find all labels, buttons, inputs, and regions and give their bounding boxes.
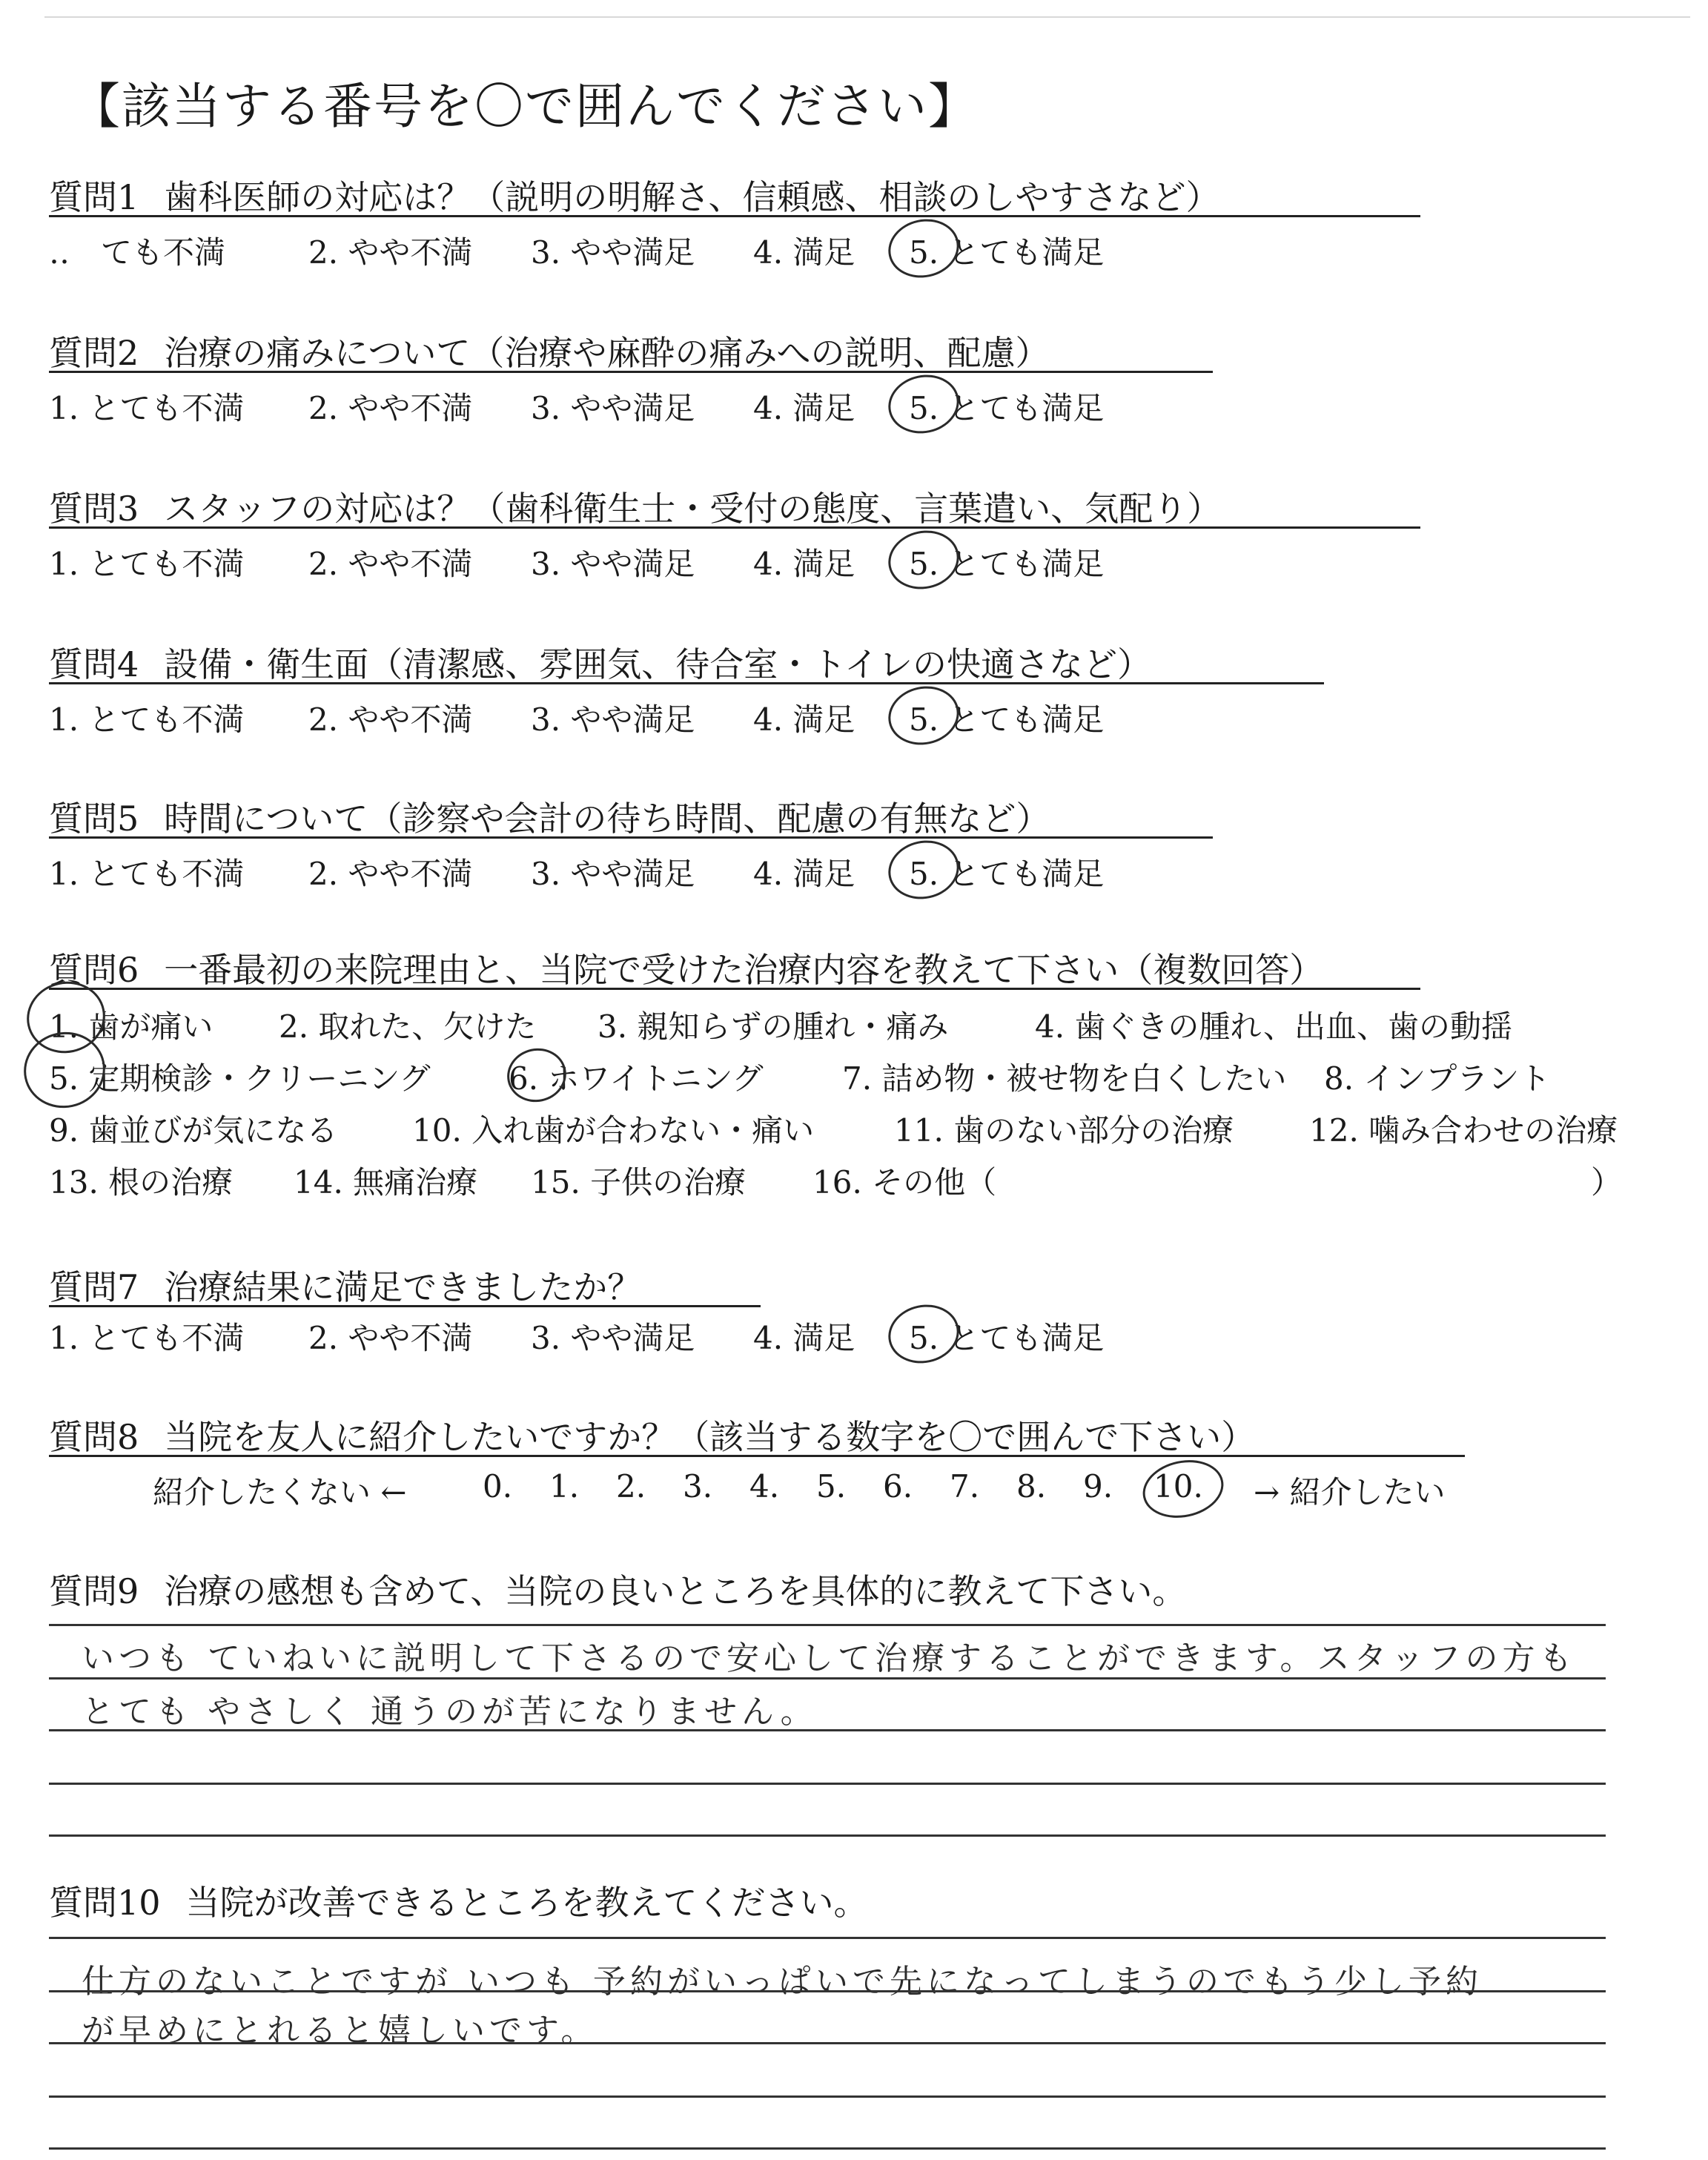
q1-option-4[interactable]: 4. 満足 bbox=[753, 234, 855, 271]
q1-option-3[interactable]: 3. やや満足 bbox=[531, 234, 695, 271]
q6-option-12[interactable]: 12. 噛み合わせの治療 bbox=[1309, 1112, 1618, 1149]
q5-option-1[interactable]: 1. とても不満 bbox=[49, 856, 245, 892]
q3-option-3[interactable]: 3. やや満足 bbox=[531, 546, 695, 582]
q8-scale-2[interactable]: 2. bbox=[616, 1468, 646, 1505]
q8-scale-5[interactable]: 5. bbox=[816, 1468, 847, 1505]
q2-option-5[interactable]: 5. とても満足 bbox=[909, 390, 1105, 426]
q9-answer-text-1[interactable]: いつも ていねいに説明して下さるので安心して治療することができます。スタッフの方も bbox=[82, 1639, 1577, 1677]
q6-option-14[interactable]: 14. 無痛治療 bbox=[294, 1164, 478, 1200]
q3-option-2[interactable]: 2. やや不満 bbox=[308, 546, 473, 582]
q9-answer-line-5 bbox=[49, 1834, 1606, 1837]
q6-option-8[interactable]: 8. インプラント bbox=[1324, 1060, 1551, 1097]
question-3-header bbox=[49, 482, 1221, 531]
q8-scale-10[interactable]: 10. bbox=[1153, 1468, 1203, 1505]
q9-answer-line-1 bbox=[49, 1624, 1606, 1626]
q5-selection-circle bbox=[883, 834, 964, 905]
q4-option-1[interactable]: 1. とても不満 bbox=[49, 701, 245, 738]
q6-option-6[interactable]: 6. ホワイトニング bbox=[509, 1060, 764, 1097]
question-10-text: 当院が改善できるところを教えてください。 bbox=[185, 1883, 868, 1923]
q9-answer-line-4 bbox=[49, 1783, 1606, 1785]
page-title: 【該当する番号を〇で囲んでください】 bbox=[71, 78, 979, 135]
q4-selection-circle bbox=[883, 680, 964, 751]
question-3-label: 質問3 bbox=[49, 489, 139, 529]
question-2-label: 質問2 bbox=[49, 333, 139, 373]
question-8-text: 当院を友人に紹介したいですか？（該当する数字を〇で囲んで下さい） bbox=[164, 1417, 1256, 1457]
question-3-text: スタッフの対応は？（歯科衛生士・受付の態度、言葉遣い、気配り） bbox=[164, 489, 1222, 529]
q2-option-3[interactable]: 3. やや満足 bbox=[531, 390, 695, 426]
q3-option-4[interactable]: 4. 満足 bbox=[753, 546, 855, 582]
q7-option-5[interactable]: 5. とても満足 bbox=[909, 1320, 1105, 1356]
q4-option-2[interactable]: 2. やや不満 bbox=[308, 701, 473, 738]
q6-option-13[interactable]: 13. 根の治療 bbox=[49, 1164, 234, 1200]
q2-option-4[interactable]: 4. 満足 bbox=[753, 390, 855, 426]
q8-scale-6[interactable]: 6. bbox=[883, 1468, 913, 1505]
question-3-underline bbox=[49, 526, 1420, 529]
question-10-header bbox=[49, 1876, 868, 1925]
q6-option-2[interactable]: 2. 取れた、欠けた bbox=[279, 1008, 537, 1045]
question-4-header bbox=[49, 638, 1151, 687]
q7-option-4[interactable]: 4. 満足 bbox=[753, 1320, 855, 1356]
question-7-header bbox=[49, 1261, 641, 1309]
question-5-text: 時間について（診察や会計の待ち時間、配慮の有無など） bbox=[164, 799, 1050, 839]
q10-answer-line-4 bbox=[49, 2095, 1606, 2098]
question-8-underline bbox=[49, 1455, 1465, 1457]
question-8-header bbox=[49, 1410, 1255, 1459]
question-2-underline bbox=[49, 371, 1213, 373]
question-4-text: 設備・衛生面（清潔感、雰囲気、待合室・トイレの快適さなど） bbox=[164, 644, 1151, 684]
q6-option-16[interactable]: 16. その他（ bbox=[812, 1164, 997, 1200]
q10-answer-line-2 bbox=[49, 1990, 1606, 1992]
q1-option-1[interactable]: ‥ ても不満 bbox=[49, 234, 226, 271]
q5-option-4[interactable]: 4. 満足 bbox=[753, 856, 855, 892]
q4-option-3[interactable]: 3. やや満足 bbox=[531, 701, 695, 738]
q9-answer-line-2 bbox=[49, 1677, 1606, 1680]
q10-answer-line-3 bbox=[49, 2042, 1606, 2044]
q5-option-2[interactable]: 2. やや不満 bbox=[308, 856, 473, 892]
question-6-underline bbox=[49, 988, 1420, 990]
question-1-header bbox=[49, 171, 1219, 219]
q8-scale-8[interactable]: 8. bbox=[1016, 1468, 1047, 1505]
question-2-header bbox=[49, 326, 1049, 375]
question-7-underline bbox=[49, 1305, 761, 1307]
top-border bbox=[44, 16, 1690, 18]
question-6-text: 一番最初の来院理由と、当院で受けた治療内容を教えて下さい（複数回答） bbox=[164, 950, 1324, 990]
question-10-label: 質問10 bbox=[49, 1883, 161, 1923]
question-8-label: 質問8 bbox=[49, 1417, 139, 1457]
q1-selection-circle bbox=[883, 213, 964, 284]
q3-option-1[interactable]: 1. とても不満 bbox=[49, 546, 245, 582]
question-9-label: 質問9 bbox=[49, 1571, 139, 1611]
q6-option-4[interactable]: 4. 歯ぐきの腫れ、出血、歯の動揺 bbox=[1035, 1008, 1512, 1045]
question-1-text: 歯科医師の対応は？（説明の明解さ、信頼感、相談のしやすさなど） bbox=[164, 177, 1220, 217]
q4-option-4[interactable]: 4. 満足 bbox=[753, 701, 855, 738]
question-1-underline bbox=[49, 215, 1420, 217]
question-2-text: 治療の痛みについて（治療や麻酔の痛みへの説明、配慮） bbox=[164, 333, 1050, 373]
q8-left-label: 紹介したくない ← bbox=[153, 1474, 407, 1510]
q6-option-9[interactable]: 9. 歯並びが気になる bbox=[49, 1112, 338, 1149]
q8-scale-9[interactable]: 9. bbox=[1083, 1468, 1113, 1505]
q2-selection-circle bbox=[883, 369, 964, 440]
q7-option-1[interactable]: 1. とても不満 bbox=[49, 1320, 245, 1356]
q3-option-5[interactable]: 5. とても満足 bbox=[909, 546, 1105, 582]
q8-scale-0[interactable]: 0. bbox=[483, 1468, 513, 1505]
q2-option-2[interactable]: 2. やや不満 bbox=[308, 390, 473, 426]
question-5-header bbox=[49, 792, 1050, 841]
q1-option-5[interactable]: 5. とても満足 bbox=[909, 234, 1105, 271]
question-6-header bbox=[49, 943, 1323, 992]
q1-option-2[interactable]: 2. やや不満 bbox=[308, 234, 473, 271]
q6-option-10[interactable]: 10. 入れ歯が合わない・痛い bbox=[412, 1112, 815, 1149]
question-7-label: 質問7 bbox=[49, 1267, 139, 1307]
q10-answer-line-5 bbox=[49, 2147, 1606, 2150]
q6-option-11[interactable]: 11. 歯のない部分の治療 bbox=[894, 1112, 1234, 1149]
q10-answer-text-1[interactable]: 仕方のないことですが いつも 予約がいっぱいで先になってしまうのでもう少し予約 bbox=[82, 1963, 1483, 2001]
question-9-text: 治療の感想も含めて、当院の良いところを具体的に教えて下さい。 bbox=[164, 1571, 1187, 1611]
q8-scale-7[interactable]: 7. bbox=[950, 1468, 980, 1505]
q8-selection-circle bbox=[1137, 1453, 1228, 1525]
question-5-underline bbox=[49, 836, 1213, 839]
question-5-label: 質問5 bbox=[49, 799, 139, 839]
q7-option-3[interactable]: 3. やや満足 bbox=[531, 1320, 695, 1356]
q9-answer-line-3 bbox=[49, 1729, 1606, 1731]
q4-option-5[interactable]: 5. とても満足 bbox=[909, 701, 1105, 738]
q5-option-5[interactable]: 5. とても満足 bbox=[909, 856, 1105, 892]
q10-answer-text-2[interactable]: が早めにとれると嬉しいです。 bbox=[82, 2012, 598, 2050]
q6-option-15[interactable]: 15. 子供の治療 bbox=[531, 1164, 747, 1200]
q6-option-3[interactable]: 3. 親知らずの腫れ・痛み bbox=[598, 1008, 949, 1045]
question-9-header bbox=[49, 1565, 1186, 1614]
q6-option-7[interactable]: 7. 詰め物・被せ物を白くしたい bbox=[842, 1060, 1287, 1097]
question-4-label: 質問4 bbox=[49, 644, 139, 684]
q8-scale-4[interactable]: 4. bbox=[749, 1468, 780, 1505]
q7-selection-circle bbox=[883, 1298, 964, 1370]
q8-scale-1[interactable]: 1. bbox=[549, 1468, 580, 1505]
question-7-text: 治療結果に満足できましたか？ bbox=[164, 1267, 642, 1307]
q9-answer-text-2[interactable]: とても やさしく 通うのが苦になりません。 bbox=[82, 1693, 818, 1731]
q8-right-label: → 紹介したい bbox=[1254, 1474, 1446, 1510]
q6-option-1[interactable]: 1. 歯が痛い bbox=[49, 1008, 214, 1045]
question-1-label: 質問1 bbox=[49, 177, 139, 217]
q6-other-close-paren: ） bbox=[1591, 1164, 1623, 1200]
question-6-label: 質問6 bbox=[49, 950, 139, 990]
q6-option-5[interactable]: 5. 定期検診・クリーニング bbox=[49, 1060, 431, 1097]
q10-answer-line-1 bbox=[49, 1937, 1606, 1939]
question-4-underline bbox=[49, 682, 1324, 684]
q7-option-2[interactable]: 2. やや不満 bbox=[308, 1320, 473, 1356]
q8-scale-3[interactable]: 3. bbox=[683, 1468, 713, 1505]
q3-selection-circle bbox=[883, 524, 964, 595]
q5-option-3[interactable]: 3. やや満足 bbox=[531, 856, 695, 892]
q2-option-1[interactable]: 1. とても不満 bbox=[49, 390, 245, 426]
